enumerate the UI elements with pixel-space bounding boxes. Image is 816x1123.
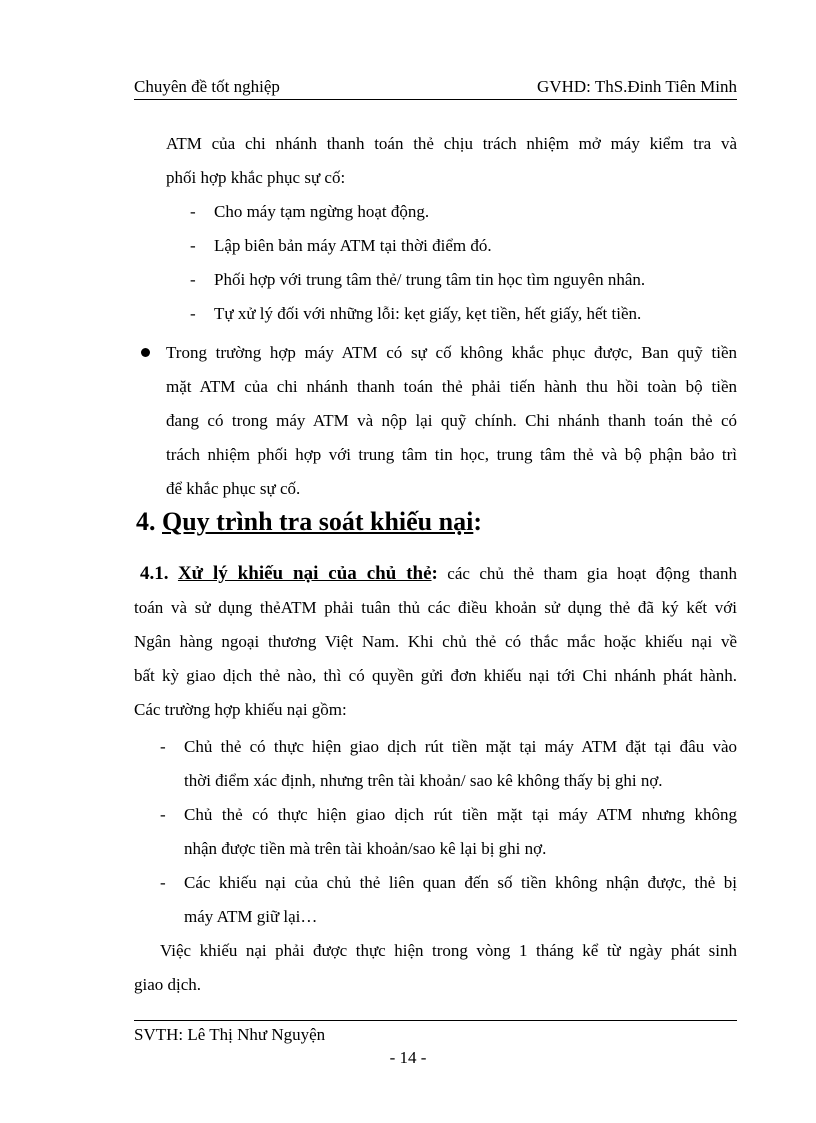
footer-divider — [134, 1020, 737, 1021]
paragraph-line: trách nhiệm phối hợp với trung tâm tin học, trung tâm thẻ và bộ phận bảo trì — [166, 445, 737, 464]
paragraph-line: ATM của chi nhánh thanh toán thẻ chịu trách nhiệm mở máy kiểm tra và — [166, 134, 737, 153]
list-item: Phối hợp với trung tâm thẻ/ trung tâm tin học tìm nguyên nhân. — [214, 270, 646, 289]
list-item-continuation: thời điểm xác định, nhưng trên tài khoản/ sao kê không thấy bị ghi nợ. — [184, 771, 663, 790]
paragraph-line: giao dịch. — [134, 975, 202, 994]
list-item: Lập biên bản máy ATM tại thời điểm đó. — [214, 236, 492, 255]
subheading-title: Xử lý khiếu nại của chủ thẻ — [177, 563, 432, 584]
paragraph-line: đang có trong máy ATM và nộp lại quỹ chính. Chi nhánh thanh toán thẻ có — [166, 411, 737, 430]
page-header — [134, 77, 737, 97]
paragraph-line: phối hợp khắc phục sự cố: — [166, 168, 346, 187]
paragraph-line: Việc khiếu nại phải được thực hiện trong vòng 1 tháng kể từ ngày phát sinh — [160, 941, 737, 960]
paragraph-line: toán và sử dụng thẻATM phải tuân thủ các điều khoản sử dụng thẻ đã ký kết với — [134, 598, 737, 617]
list-item: Các khiếu nại của chủ thẻ liên quan đến số tiền không nhận được, thẻ bị — [184, 873, 737, 892]
paragraph-line: để khắc phục sự cố. — [166, 479, 301, 498]
list-item: Tự xử lý đối với những lỗi: kẹt giấy, kẹt tiền, hết giấy, hết tiền. — [214, 304, 642, 323]
footer-author: SVTH: Lê Thị Như Nguyện — [134, 1025, 326, 1044]
header-advisor: GVHD: ThS.Đinh Tiên Minh — [537, 77, 737, 96]
list-item-continuation: máy ATM giữ lại… — [184, 907, 318, 926]
header-left-title: Chuyên đề tốt nghiệp — [134, 77, 280, 96]
subheading-colon: : — [431, 563, 438, 584]
heading-title: Quy trình tra soát khiếu nại — [162, 507, 474, 536]
heading-colon: : — [473, 507, 482, 536]
header-divider — [134, 99, 737, 100]
heading-number: 4. — [136, 507, 156, 536]
dash-marker: - — [190, 304, 196, 323]
paragraph-line: Các trường hợp khiếu nại gồm: — [134, 700, 347, 719]
dash-marker: - — [190, 270, 196, 289]
dash-marker: - — [160, 737, 166, 756]
paragraph-line: Trong trường hợp máy ATM có sự cố không khắc phục được, Ban quỹ tiền — [166, 343, 737, 362]
list-item: Chủ thẻ có thực hiện giao dịch rút tiền mặt tại máy ATM đặt tại đâu vào — [184, 737, 737, 756]
paragraph-line: mặt ATM của chi nhánh thanh toán thẻ phải tiến hành thu hồi toàn bộ tiền — [166, 377, 737, 396]
list-item: Cho máy tạm ngừng hoạt động. — [214, 202, 430, 221]
paragraph-line: bất kỳ giao dịch thẻ nào, thì có quyền gửi đơn khiếu nại tới Chi nhánh phát hành. — [134, 666, 737, 685]
dash-marker: - — [190, 236, 196, 255]
section-4-1-first-line — [140, 557, 737, 591]
paragraph-text: các chủ thẻ tham gia hoạt động thanh — [437, 564, 738, 583]
list-item: Chủ thẻ có thực hiện giao dịch rút tiền mặt tại máy ATM nhưng không — [184, 805, 737, 824]
subheading-number: 4.1. — [140, 563, 169, 584]
dash-marker: - — [190, 202, 196, 221]
section-heading-4 — [136, 507, 482, 537]
dash-marker: - — [160, 805, 166, 824]
bullet-icon — [141, 348, 150, 357]
page-number: - 14 - — [389, 1048, 427, 1067]
paragraph-line: Ngân hàng ngoại thương Việt Nam. Khi chủ thẻ có thắc mắc hoặc khiếu nại về — [134, 632, 737, 651]
list-item-continuation: nhận được tiền mà trên tài khoản/sao kê lại bị ghi nợ. — [184, 839, 547, 858]
dash-marker: - — [160, 873, 166, 892]
